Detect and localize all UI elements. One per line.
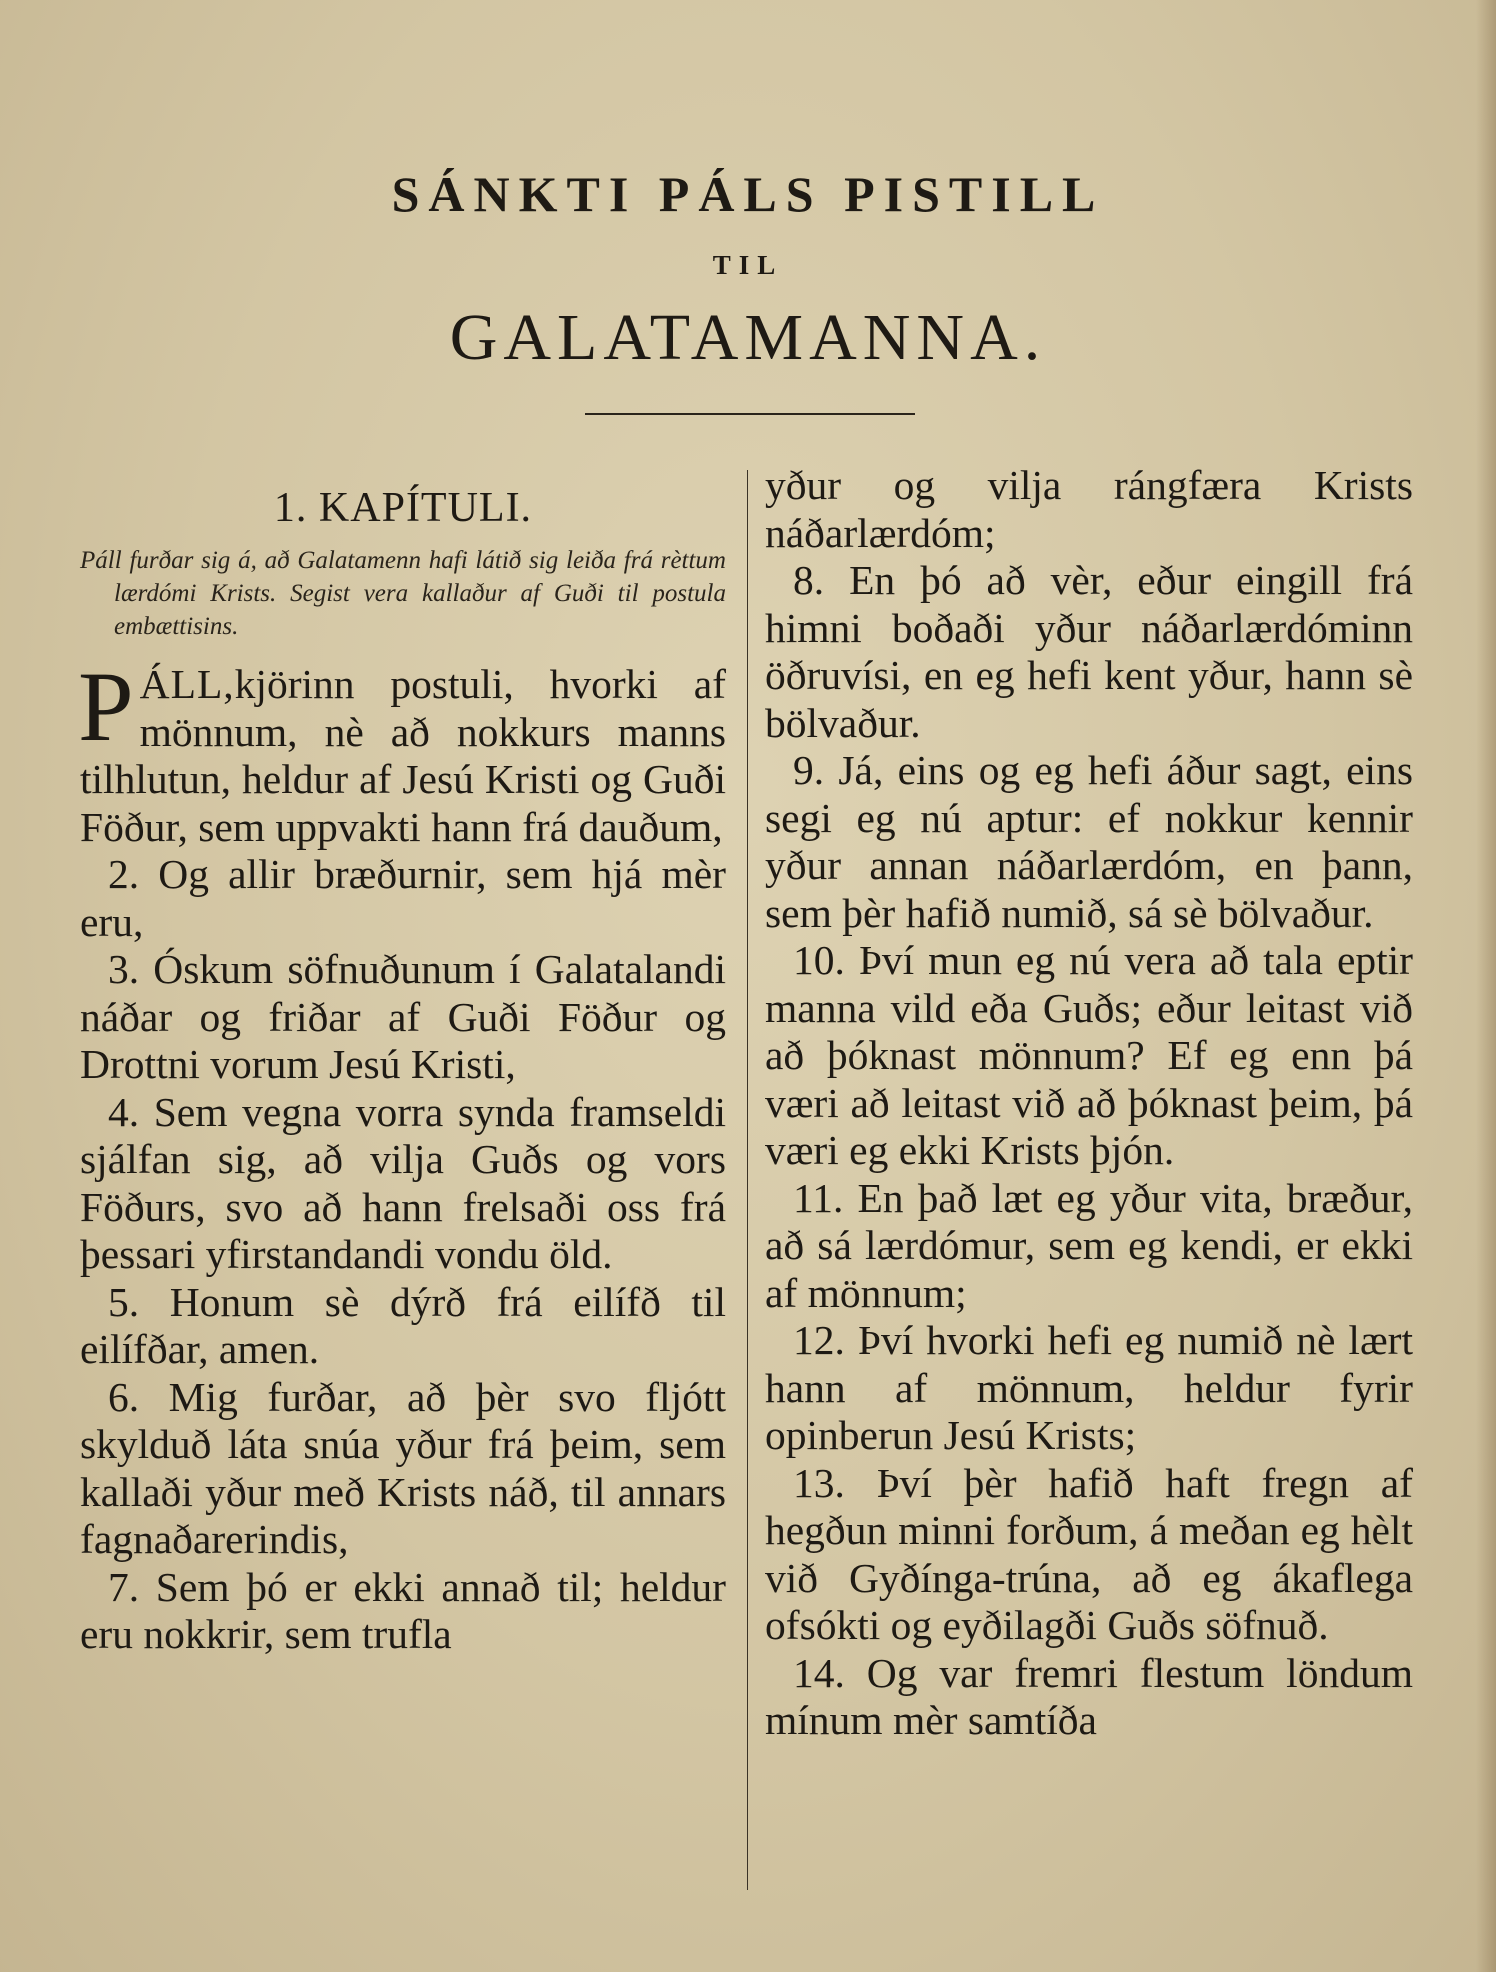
- verse-10: 10. Því mun eg nú vera að tala eptir manna vild eða Guðs; eður leitast við að þóknast mönnum? Ef eg enn þá væri að leitast við að þóknast þeim, þá væri eg ekki Krists þjón.: [765, 937, 1413, 1173]
- verse-7-continued: yður og vilja rángfæra Krists náðarlærdóm;: [765, 462, 1413, 556]
- verse-1-text: kjörinn postuli, hvorki af mönnum, nè að nokkurs manns tilhlutun, heldur af Jesú Kristi og Guði Föður, sem uppvakti hann frá dauðum,: [80, 661, 726, 850]
- column-divider: [747, 470, 748, 1890]
- chapter-heading: 1. KAPÍTULI.: [273, 485, 533, 531]
- verse-11: 11. En það læt eg yður vita, bræður, að sá lærdómur, sem eg kendi, er ekki af mönnum;: [765, 1174, 1413, 1316]
- verse-6: 6. Mig furðar, að þèr svo fljótt skylduð láta snúa yður frá þeim, sem kallaði yður með Krists náð, til annars fagnaðarerindis,: [80, 1373, 726, 1562]
- epistle-title-recipients: GALATAMANNA.: [449, 301, 1047, 374]
- verse-14: 14. Og var fremri flestum löndum mínum mèr samtíða: [765, 1649, 1413, 1743]
- verse-4: 4. Sem vegna vorra synda framseldi sjálfan sig, að vilja Guðs og vors Föðurs, svo að hann frelsaði oss frá þessari yfirstandandi vondu öld.: [80, 1088, 726, 1277]
- verse-7: 7. Sem þó er ekki annað til; heldur eru nokkrir, sem trufla: [80, 1563, 726, 1657]
- epistle-title-connector: TIL: [712, 250, 784, 280]
- verse-1: [78, 651, 726, 851]
- chapter-summary: Páll furðar sig á, að Galatamenn hafi látið sig leiða frá rèttum lærdómi Krists. Segist vera kallaður af Guði til postula embættisins.: [80, 547, 726, 640]
- title-divider-rule: [585, 413, 915, 415]
- verse-2: 2. Og allir bræðurnir, sem hjá mèr eru,: [80, 851, 726, 945]
- verse-5: 5. Honum sè dýrð frá eilífð til eilífðar, amen.: [80, 1278, 726, 1372]
- epistle-title: SÁNKTI PÁLS PISTILL: [391, 166, 1105, 222]
- verse-8: 8. En þó að vèr, eður eingill frá himni boðaði yður náðarlærdóminn öðruvísi, en eg hefi kent yður, hann sè bölvaður.: [765, 557, 1413, 746]
- right-column: [765, 462, 1413, 1745]
- page-edge-shadow: [1476, 0, 1496, 1972]
- verse-3: 3. Óskum söfnuðunum í Galatalandi náðar og friðar af Guði Föður og Drottni vorum Jesú Kristi,: [80, 946, 726, 1087]
- left-column: [80, 460, 726, 1659]
- verse-9: 9. Já, eins og eg hefi áður sagt, eins segi eg nú aptur: ef nokkur kennir yður annan náðarlærdóm, en þann, sem þèr hafið numið, sá sè bölvaður.: [765, 747, 1413, 936]
- verse-1-first-word: ÁLL,: [139, 661, 235, 707]
- verse-12: 12. Því hvorki hefi eg numið nè lært hann af mönnum, heldur fyrir opinberun Jesú Krists;: [765, 1317, 1413, 1458]
- verse-13: 13. Því þèr hafið haft fregn af hegðun minni forðum, á meðan eg hèlt við Gyðínga-trúna, að eg ákaflega ofsókti og eyðilagði Guðs söfnuð.: [765, 1459, 1413, 1648]
- drop-cap: P: [78, 651, 134, 762]
